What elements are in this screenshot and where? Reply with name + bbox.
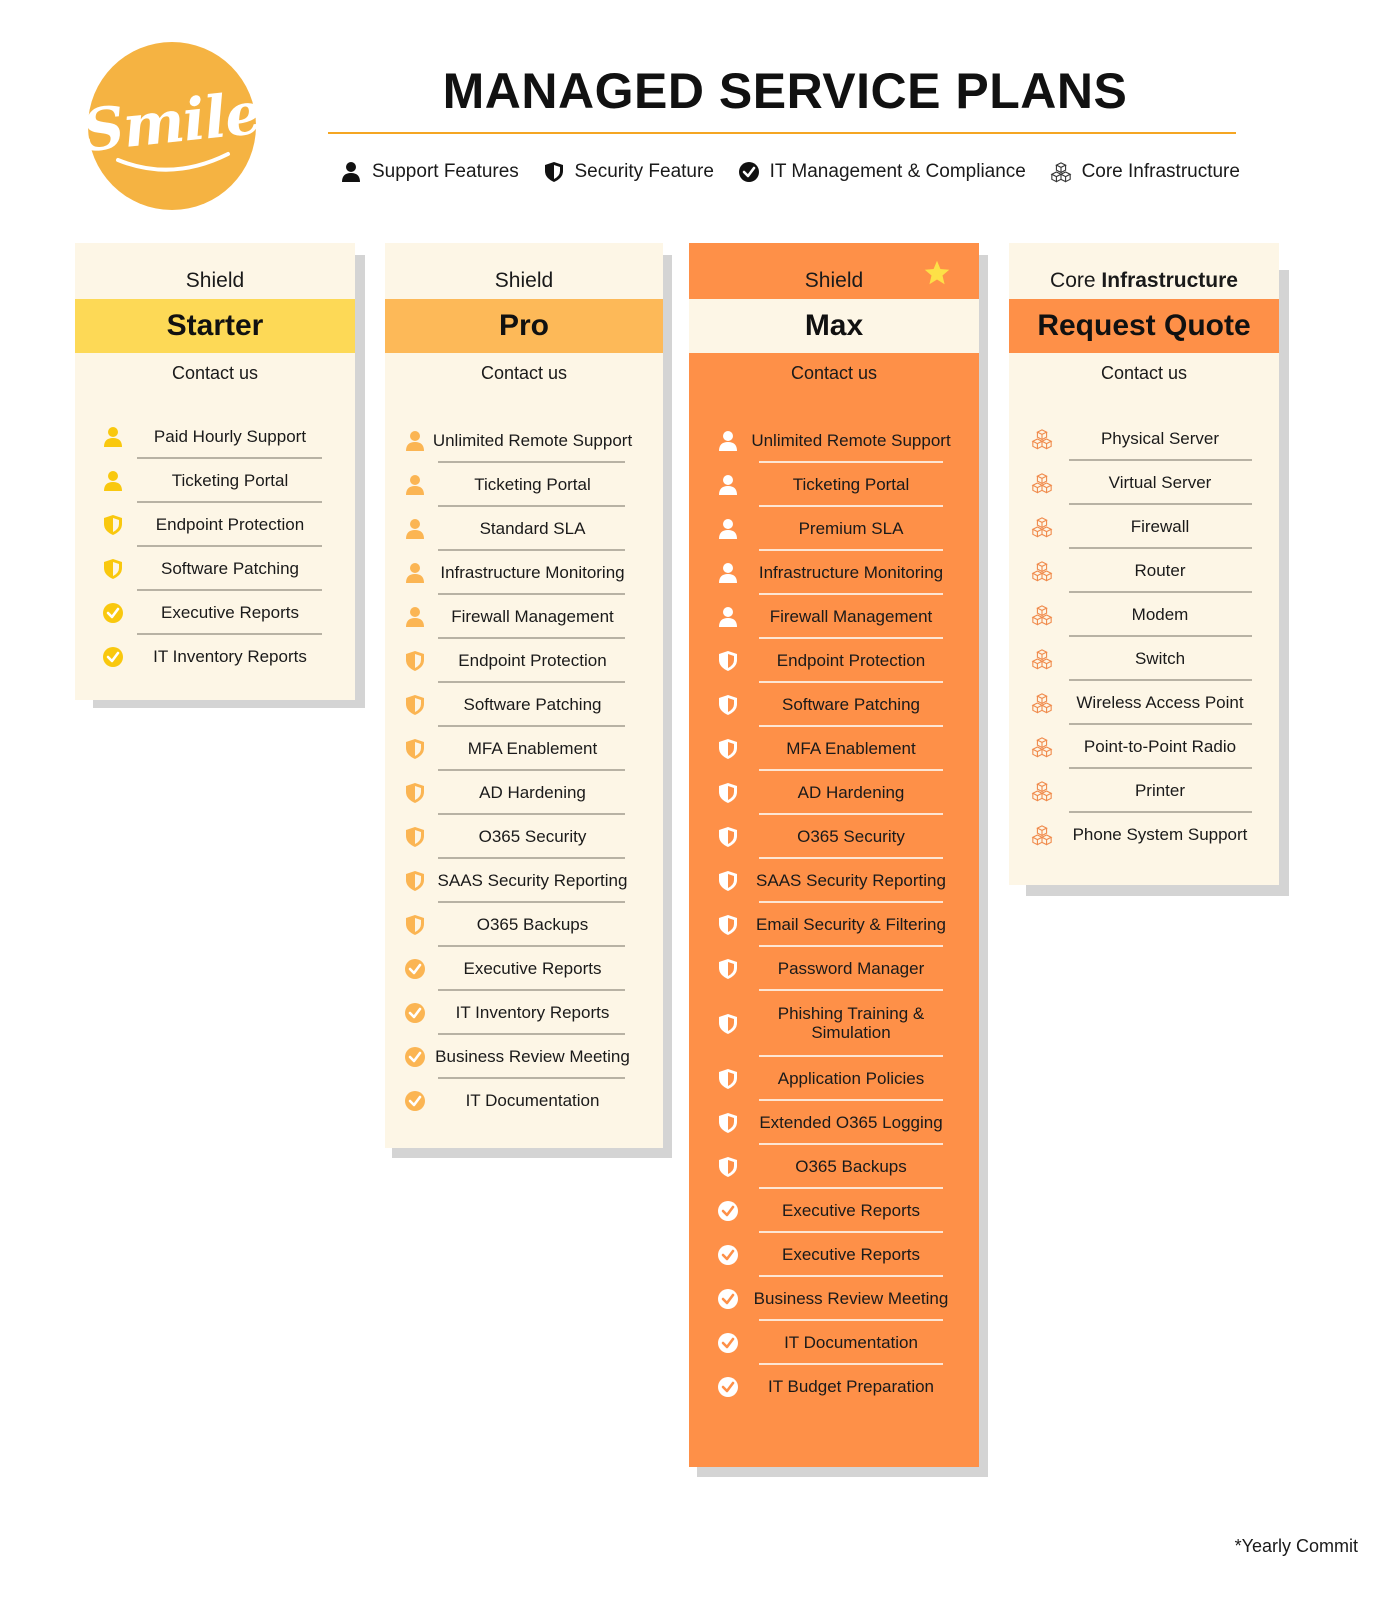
feature-list xyxy=(1009,417,1279,857)
feature-label: Endpoint Protection xyxy=(458,650,607,670)
logo-swoosh xyxy=(110,142,234,182)
feature-list xyxy=(385,419,663,1123)
person-icon xyxy=(717,474,739,496)
plan-name: Pro xyxy=(385,299,663,353)
feature-label: MFA Enablement xyxy=(786,738,916,758)
feature-item xyxy=(689,419,979,463)
feature-label: Executive Reports xyxy=(782,1244,920,1264)
shield-icon xyxy=(717,958,739,980)
feature-item xyxy=(385,595,663,639)
feature-label: Premium SLA xyxy=(798,518,904,538)
feature-item xyxy=(75,635,355,679)
legend xyxy=(340,156,1240,188)
feature-item xyxy=(385,463,663,507)
feature-item xyxy=(1009,813,1279,857)
feature-item xyxy=(689,1365,979,1409)
person-icon xyxy=(717,430,739,452)
feature-item xyxy=(1009,725,1279,769)
feature-label: AD Hardening xyxy=(797,782,905,802)
cubes-icon xyxy=(1031,516,1053,538)
feature-label: Ticketing Portal xyxy=(171,470,289,490)
feature-item xyxy=(1009,417,1279,461)
feature-label: Email Security & Filtering xyxy=(756,914,946,934)
feature-item xyxy=(385,727,663,771)
person-icon xyxy=(404,606,426,628)
cubes-icon xyxy=(1031,560,1053,582)
feature-label: Infrastructure Monitoring xyxy=(440,562,625,582)
shield-icon xyxy=(404,782,426,804)
contact-link[interactable]: Contact us xyxy=(171,363,259,383)
plan-tier-bold: Infrastructure xyxy=(1101,269,1238,292)
feature-item xyxy=(689,595,979,639)
check-circle-icon xyxy=(102,602,124,624)
feature-label: MFA Enablement xyxy=(467,738,598,758)
person-icon xyxy=(102,470,124,492)
feature-item xyxy=(385,1079,663,1123)
feature-item xyxy=(385,903,663,947)
feature-item xyxy=(385,771,663,815)
check-circle-icon xyxy=(717,1244,739,1266)
check-circle-icon xyxy=(404,958,426,980)
shield-icon xyxy=(717,1068,739,1090)
shield-icon xyxy=(404,694,426,716)
person-icon xyxy=(404,562,426,584)
legend-label: Security Feature xyxy=(574,161,714,182)
shield-icon xyxy=(404,914,426,936)
feature-label: IT Inventory Reports xyxy=(455,1002,610,1022)
feature-label: IT Inventory Reports xyxy=(153,646,307,666)
check-circle-icon xyxy=(404,1002,426,1024)
cubes-icon xyxy=(1031,428,1053,450)
feature-item xyxy=(689,859,979,903)
legend-item-it-management xyxy=(738,161,1026,183)
feature-item xyxy=(689,903,979,947)
feature-item xyxy=(385,507,663,551)
legend-label: IT Management & Compliance xyxy=(769,161,1026,182)
feature-label: Phishing Training & Simulation xyxy=(777,1004,925,1042)
feature-label: Endpoint Protection xyxy=(776,650,926,670)
feature-label: Infrastructure Monitoring xyxy=(758,562,944,582)
check-circle-icon xyxy=(717,1200,739,1222)
shield-icon xyxy=(717,782,739,804)
feature-label: Unlimited Remote Support xyxy=(432,430,633,450)
feature-item xyxy=(1009,593,1279,637)
cubes-icon xyxy=(1031,824,1053,846)
plan-card-max xyxy=(689,243,979,1467)
plan-tier xyxy=(1009,243,1279,299)
feature-label: Firewall Management xyxy=(451,606,614,626)
feature-item xyxy=(1009,549,1279,593)
feature-label: O365 Security xyxy=(797,826,905,846)
shield-icon xyxy=(717,914,739,936)
feature-item xyxy=(385,991,663,1035)
feature-label: Standard SLA xyxy=(479,518,586,538)
shield-icon xyxy=(102,558,124,580)
person-icon xyxy=(717,562,739,584)
shield-icon xyxy=(717,738,739,760)
feature-item xyxy=(689,683,979,727)
feature-item xyxy=(689,771,979,815)
shield-icon xyxy=(717,650,739,672)
plan-card-starter xyxy=(75,243,355,700)
feature-label: SAAS Security Reporting xyxy=(437,870,628,890)
person-icon xyxy=(404,518,426,540)
check-circle-icon xyxy=(717,1332,739,1354)
cubes-icon xyxy=(1031,692,1053,714)
feature-item xyxy=(75,415,355,459)
shield-icon xyxy=(717,826,739,848)
feature-label: Application Policies xyxy=(777,1068,925,1088)
feature-label: AD Hardening xyxy=(479,782,586,802)
shield-icon xyxy=(404,738,426,760)
feature-item xyxy=(75,547,355,591)
feature-label: SAAS Security Reporting xyxy=(756,870,946,890)
plan-tier-prefix: Core xyxy=(1050,269,1096,292)
feature-item xyxy=(689,463,979,507)
feature-item xyxy=(1009,681,1279,725)
title-divider xyxy=(328,132,1236,134)
feature-item xyxy=(689,1321,979,1365)
feature-item xyxy=(689,1057,979,1101)
shield-icon xyxy=(404,826,426,848)
person-icon xyxy=(404,430,426,452)
feature-item xyxy=(689,1277,979,1321)
legend-item-support xyxy=(340,161,519,183)
feature-label: Point-to-Point Radio xyxy=(1083,736,1237,756)
feature-item xyxy=(689,1101,979,1145)
person-icon xyxy=(717,606,739,628)
star-icon xyxy=(923,259,951,287)
shield-icon xyxy=(102,514,124,536)
feature-label: Router xyxy=(1134,560,1186,580)
feature-item xyxy=(385,815,663,859)
logo-text: Smile xyxy=(79,78,265,166)
feature-label: Ticketing Portal xyxy=(792,474,910,494)
feature-item xyxy=(689,639,979,683)
feature-label: Ticketing Portal xyxy=(474,474,591,494)
feature-label: Software Patching xyxy=(782,694,920,714)
feature-item xyxy=(689,727,979,771)
check-circle-icon xyxy=(717,1376,739,1398)
feature-item xyxy=(385,1035,663,1079)
feature-label: Extended O365 Logging xyxy=(759,1112,943,1132)
feature-label: Firewall Management xyxy=(769,606,933,626)
page-title: MANAGED SERVICE PLANS xyxy=(442,63,1128,119)
cubes-icon xyxy=(1031,648,1053,670)
feature-label: Business Review Meeting xyxy=(753,1288,949,1308)
feature-item xyxy=(689,1189,979,1233)
feature-label: Firewall xyxy=(1130,516,1190,536)
cubes-icon xyxy=(1031,780,1053,802)
feature-item xyxy=(1009,505,1279,549)
plan-card-core xyxy=(1009,243,1279,885)
feature-item xyxy=(1009,637,1279,681)
plan-card-pro xyxy=(385,243,663,1148)
feature-label: Software Patching xyxy=(463,694,602,714)
cubes-icon xyxy=(1050,161,1072,183)
cubes-icon xyxy=(1031,736,1053,758)
plan-tier: Shield xyxy=(494,269,554,292)
cubes-icon xyxy=(1031,472,1053,494)
feature-label: Phone System Support xyxy=(1072,824,1248,844)
shield-icon xyxy=(717,694,739,716)
check-circle-icon xyxy=(404,1046,426,1068)
feature-label: Physical Server xyxy=(1100,428,1220,448)
feature-item xyxy=(385,683,663,727)
feature-label: Software Patching xyxy=(161,558,299,578)
feature-label: O365 Security xyxy=(478,826,587,846)
plan-name: Max xyxy=(689,299,979,353)
feature-label: IT Documentation xyxy=(465,1090,600,1110)
legend-label: Support Features xyxy=(372,161,519,182)
feature-label: Paid Hourly Support xyxy=(153,426,307,446)
feature-item xyxy=(689,947,979,991)
legend-item-core-infra xyxy=(1050,161,1240,183)
person-icon xyxy=(404,474,426,496)
check-circle-icon xyxy=(404,1090,426,1112)
legend-label: Core Infrastructure xyxy=(1081,161,1240,182)
plan-tier: Shield xyxy=(185,269,245,292)
feature-label: Executive Reports xyxy=(161,602,299,622)
feature-item xyxy=(385,419,663,463)
feature-item xyxy=(385,947,663,991)
feature-item xyxy=(1009,461,1279,505)
plan-tier: Shield xyxy=(689,243,979,299)
footnote: *Yearly Commit xyxy=(1234,1536,1358,1556)
feature-item xyxy=(75,503,355,547)
person-icon xyxy=(340,161,362,183)
person-icon xyxy=(102,426,124,448)
check-circle-icon xyxy=(738,161,760,183)
feature-label: Executive Reports xyxy=(782,1200,920,1220)
shield-icon xyxy=(717,1112,739,1134)
feature-label: Business Review Meeting xyxy=(435,1046,630,1066)
contact-link[interactable]: Contact us xyxy=(1100,363,1188,383)
feature-item xyxy=(75,459,355,503)
feature-label: Modem xyxy=(1131,604,1189,624)
shield-icon xyxy=(717,870,739,892)
shield-icon xyxy=(717,1156,739,1178)
check-circle-icon xyxy=(102,646,124,668)
feature-item xyxy=(689,551,979,595)
smile-logo xyxy=(79,42,265,210)
feature-label: Endpoint Protection xyxy=(155,514,305,534)
feature-item xyxy=(689,1233,979,1277)
feature-label: Switch xyxy=(1134,648,1186,668)
feature-item xyxy=(689,1145,979,1189)
feature-item xyxy=(385,859,663,903)
cubes-icon xyxy=(1031,604,1053,626)
feature-label: Virtual Server xyxy=(1108,472,1212,492)
contact-link[interactable]: Contact us xyxy=(480,363,568,383)
feature-item xyxy=(75,591,355,635)
shield-icon xyxy=(717,1013,739,1035)
feature-label: O365 Backups xyxy=(795,1156,907,1176)
feature-label: IT Documentation xyxy=(784,1332,918,1352)
feature-item xyxy=(385,551,663,595)
feature-item xyxy=(385,639,663,683)
feature-item xyxy=(689,507,979,551)
plan-name: Starter xyxy=(75,299,355,353)
feature-item xyxy=(689,815,979,859)
feature-list xyxy=(75,415,355,679)
feature-label: IT Budget Preparation xyxy=(767,1376,934,1396)
shield-icon xyxy=(404,870,426,892)
feature-label: Wireless Access Point xyxy=(1076,692,1244,712)
feature-item xyxy=(1009,769,1279,813)
check-circle-icon xyxy=(717,1288,739,1310)
contact-link[interactable]: Contact us xyxy=(790,363,878,383)
feature-label: O365 Backups xyxy=(476,914,589,934)
feature-label: Executive Reports xyxy=(463,958,602,978)
feature-label: Printer xyxy=(1134,780,1186,800)
shield-icon xyxy=(543,161,565,183)
plan-name: Request Quote xyxy=(1009,299,1279,353)
feature-item xyxy=(689,991,979,1057)
feature-label: Password Manager xyxy=(777,958,925,978)
legend-item-security xyxy=(543,161,714,183)
feature-list xyxy=(689,419,979,1409)
person-icon xyxy=(717,518,739,540)
feature-label: Unlimited Remote Support xyxy=(751,430,951,450)
shield-icon xyxy=(404,650,426,672)
